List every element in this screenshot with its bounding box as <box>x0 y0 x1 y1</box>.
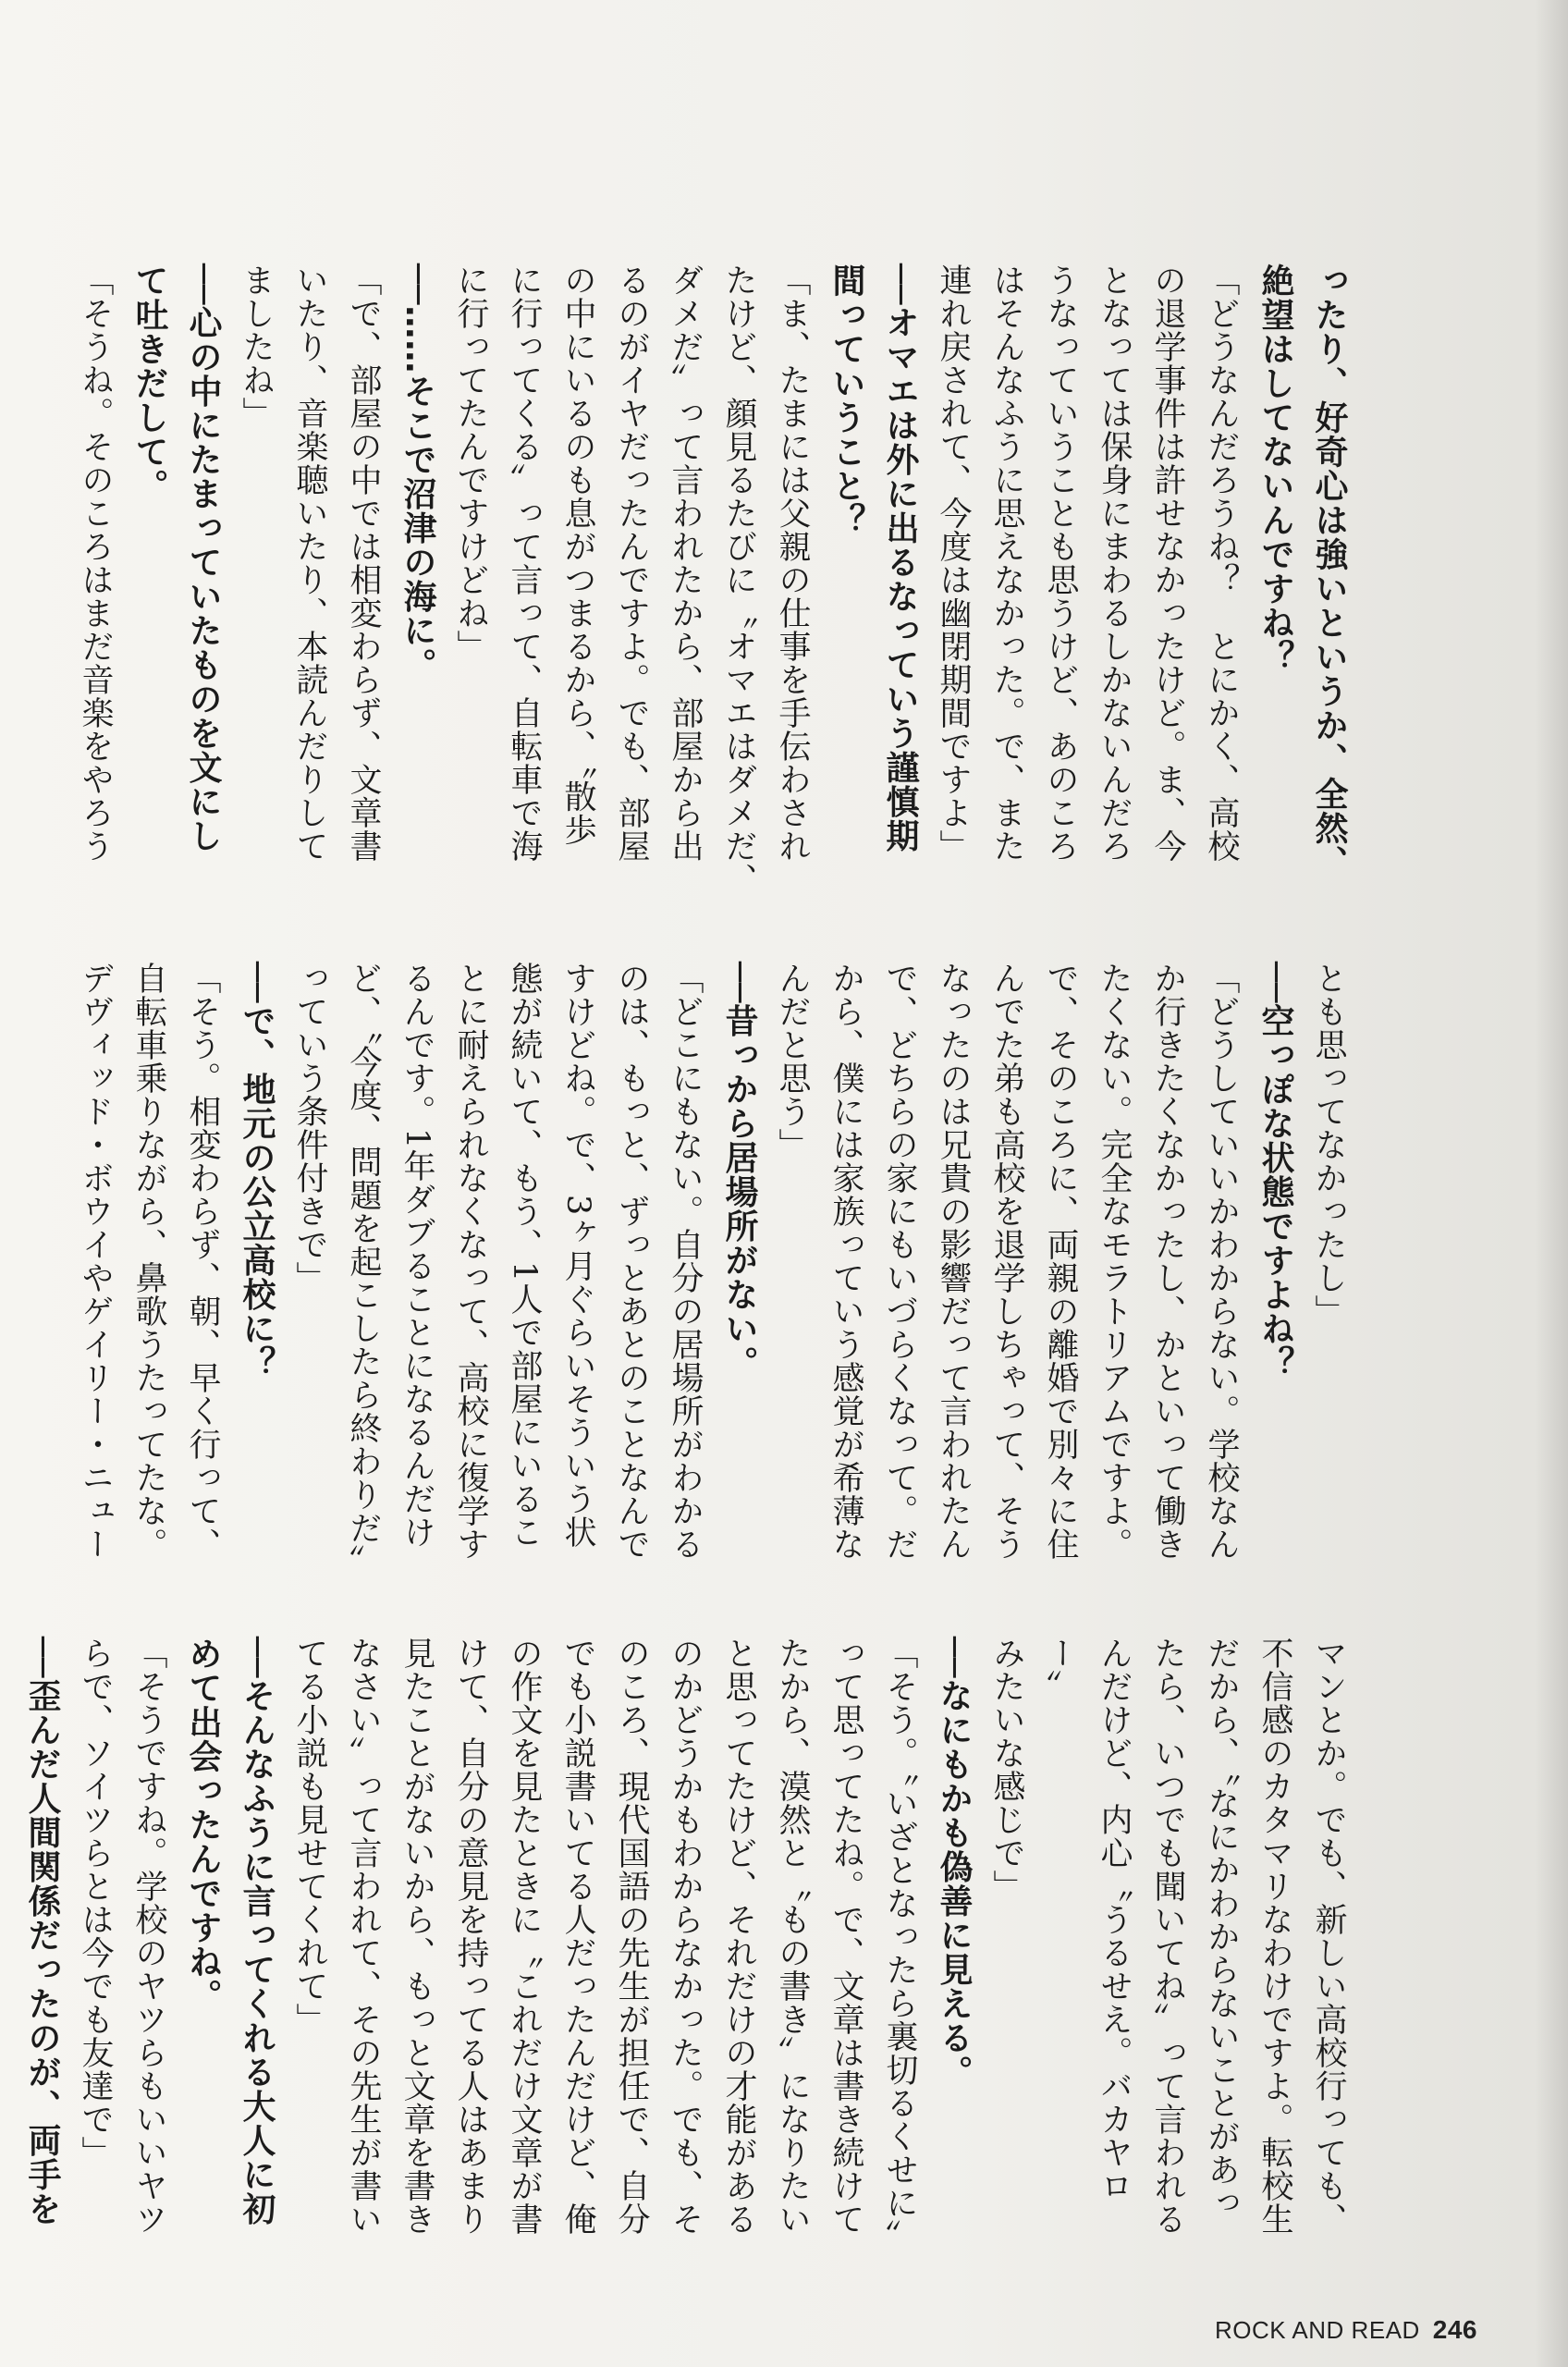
interview-answer: 「そう。相変わらず、朝、早く行って、 自転車乗りながら、鼻歌うたってたな。 デヴィッド・ボウイやゲイリー・ニュー <box>77 962 221 1561</box>
interview-question: ──オマエは外に出るなっていう謹慎期 間っていうこと？ <box>827 264 919 853</box>
text-tier-middle <box>77 962 1355 1623</box>
interview-question: ったり、好奇心は強いというか、全然、 絶望はしてないんですね？ <box>1256 264 1348 879</box>
interview-answer: 「どうしていいかわからない。学校なん か行きたくなかったし、かといって働き たくない。完全なモラトリアムですよ。 で、そのころに、両親の離婚で別々に住 んでた弟も高校を退学しちゃって、そう なったのは兄貴の影響だって言われたん で、どちらの家にもいづらくなって。だ から、僕には家族っていう感覚が希薄な んだと思う」 <box>774 962 1240 1561</box>
interview-answer: マンとか。でも、新しい高校行っても、 不信感のカタマリなわけですよ。転校生 だから、〝なにかわからないことがあっ たら、いつでも聞いてね〟って言われる んだけど、内心〝うるせえ。バカヤロー〟 みたいな感じで」 <box>988 1637 1347 2236</box>
magazine-title: ROCK AND READ <box>1215 2316 1420 2344</box>
page-number: 246 <box>1432 2315 1477 2344</box>
text-tier-top <box>77 264 1355 948</box>
interview-answer: 「どうなんだろうね？ とにかく、高校 の退学事件は許せなかったけど。ま、今 となっては保身にまわるしかないんだろ うなっていうことも思うけど、あのころ はそんなふうに思えなかった。で、また 連れ戻されて、今度は幽閉期間ですよ」 <box>935 264 1240 863</box>
interview-answer: 「そうですね。学校のヤツらもいいヤツ らで、ソイツらとは今でも友達で」 <box>77 1637 167 2236</box>
interview-question: ──そんなふうに言ってくれる大人に初 めて出会ったんですね。 <box>184 1637 276 2226</box>
interview-answer: 「そう。〝いざとなったら裏切るくせに〟 って思ってたね。で、文章は書き続けて たから、漠然と〝もの書き〟になりたい と思ってたけど、それだけの才能がある のかどうかもわからなかった。でも、そ のころ、現代国語の先生が担任で、自分 でも小説書いてる人だったんだけど、俺 の作文を見たときに〝これだけ文章が書 けて、自分の意見を持ってる人はあまり 見たことがないから、もっと文章を書き なさい〟って言われて、その先生が書い てる小説も見せてくれて」 <box>291 1637 918 2253</box>
interview-question: ──なにもかも偽善に見える。 <box>935 1637 973 2090</box>
interview-answer: 「どこにもない。自分の居場所がわかる のは、もっと、ずっとあとのことなんで すけどね。で、3ヶ月ぐらいそういう状 態が続いて、もう、1人で部屋にいるこ とに耐えられなくなって、高校に復学す るんです。1年ダブることになるんだけ ど、〝今度、問題を起こしたら終わりだ〟 っていう条件付きで」 <box>291 962 704 1578</box>
page-footer <box>1215 2315 1477 2345</box>
interview-question: ──歪んだ人間関係だったのが、両手を <box>23 1637 61 2226</box>
binding-shadow <box>1535 0 1568 2367</box>
interview-question: ──心の中にたまっていたものを文にし て吐きだして。 <box>130 264 222 853</box>
text-tier-bottom <box>23 1637 1355 2265</box>
interview-question: ──……そこで沼津の海に。 <box>398 264 436 682</box>
interview-question: ──昔っから居場所がない。 <box>720 962 758 1380</box>
interview-question: ──で、地元の公立高校に？ <box>238 962 276 1380</box>
interview-answer: 「ま、たまには父親の仕事を手伝わされ たけど、顔見るたびに〝オマエはダメだ、 ダメだ〟って言われたから、部屋から出 るのがイヤだったんですよ。でも、部屋 の中にいるのも息がつまるから、〝散歩 に行ってくる〟って言って、自転車で海 に行ってたんですけどね」 <box>452 264 811 896</box>
interview-answer: 「で、部屋の中では相変わらず、文章書 いたり、音楽聴いたり、本読んだりして ましたね」 <box>238 264 382 863</box>
interview-answer: 「そうね。そのころはまだ音楽をやろう <box>77 264 114 863</box>
interview-answer: とも思ってなかったし」 <box>1310 962 1347 1328</box>
interview-question: ──空っぽな状態ですよね？ <box>1256 962 1294 1380</box>
